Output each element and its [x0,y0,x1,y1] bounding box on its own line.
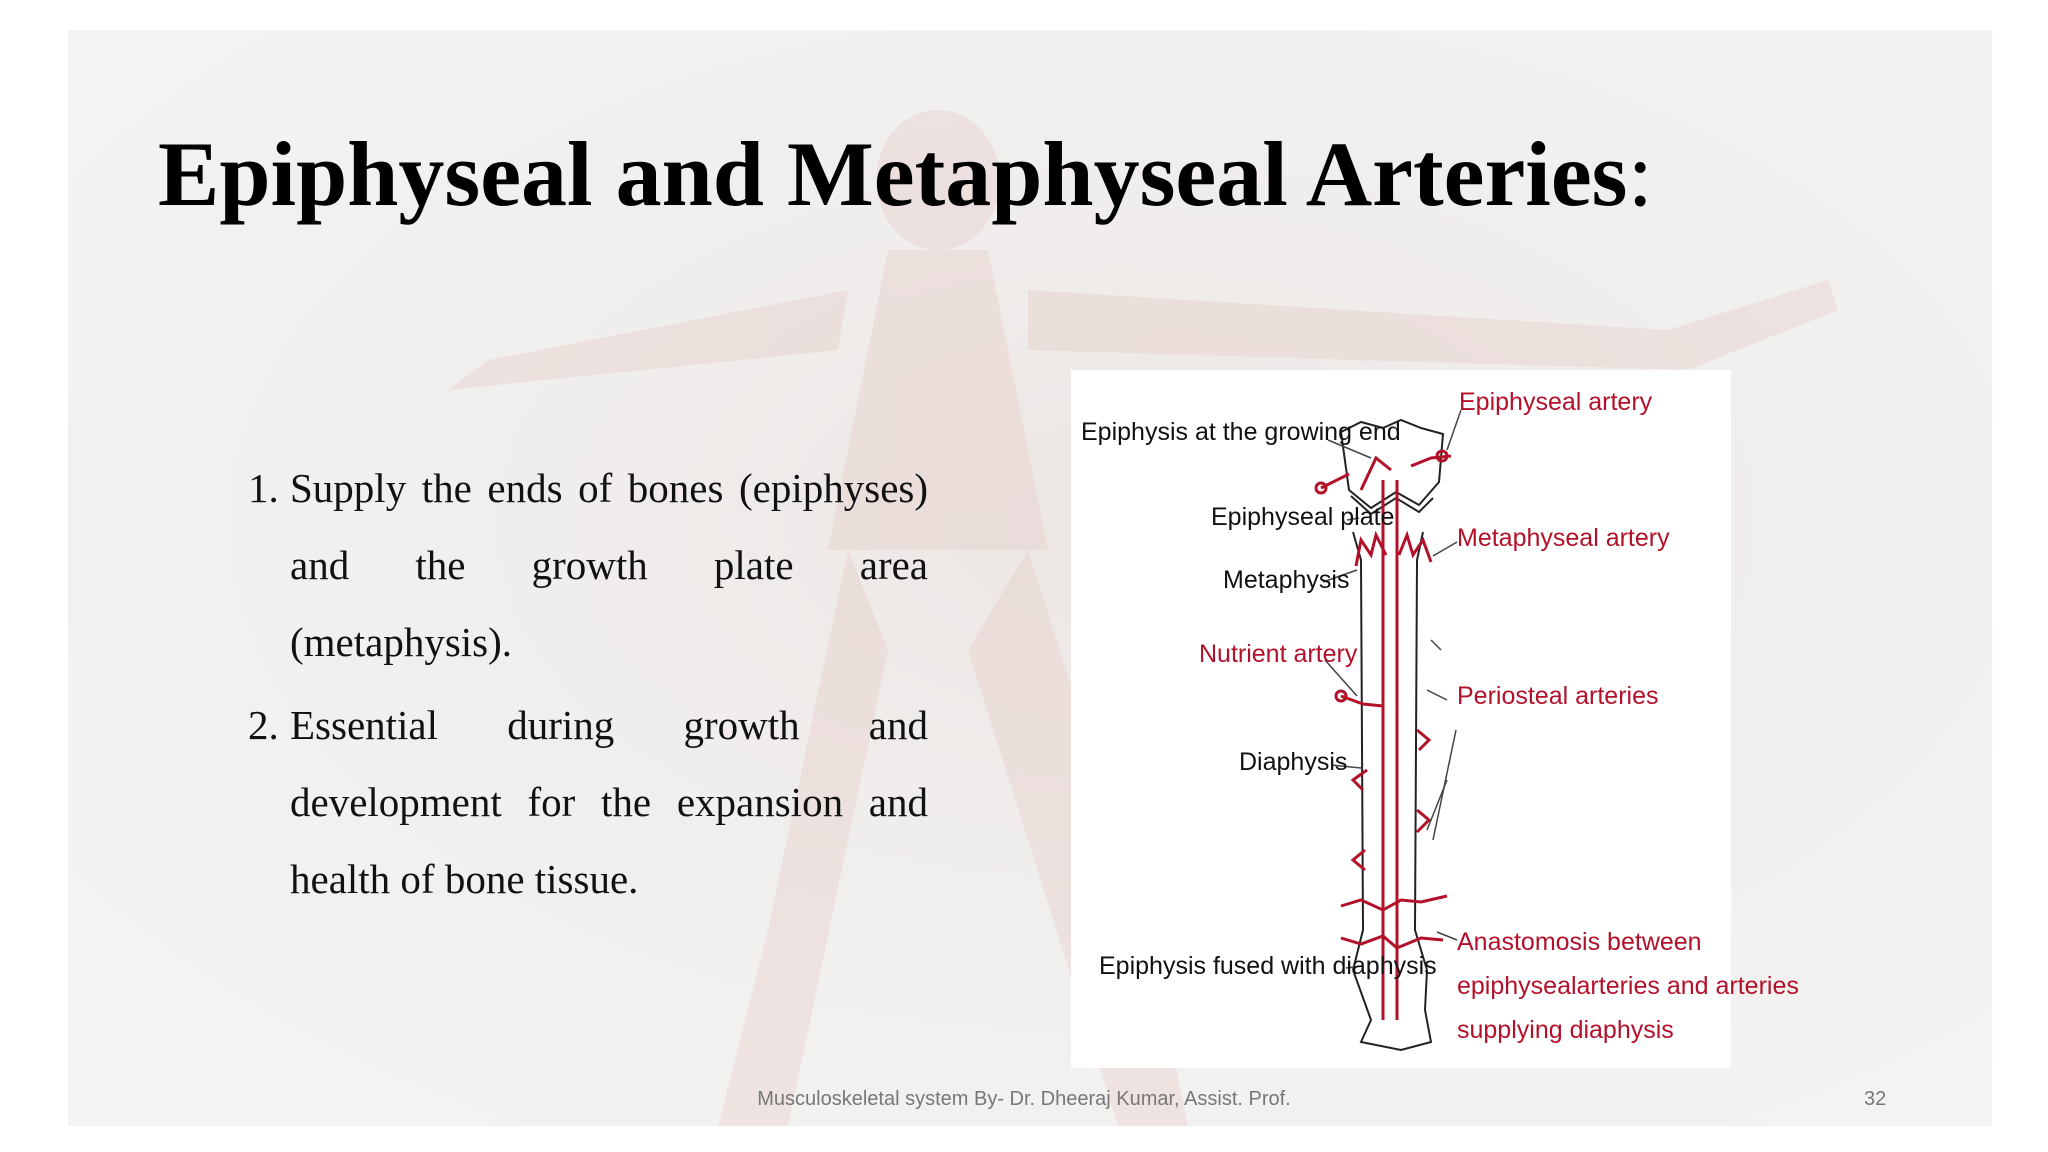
slide-title-text: Epiphyseal and Metaphyseal Arteries [158,123,1628,225]
label-epiphyseal-artery: Epiphyseal artery [1459,388,1653,416]
label-epiphysis-fused: Epiphysis fused with diaphysis [1099,952,1437,980]
bone-artery-diagram-svg [1071,370,1799,1068]
page-number: 32 [1864,1088,1887,1110]
list-item [248,450,928,681]
label-anastomosis-line3: supplying diaphysis [1457,1016,1674,1044]
label-epiphyseal-plate: Epiphyseal plate [1211,503,1395,531]
label-metaphyseal-artery: Metaphyseal artery [1457,524,1670,552]
list-item-text: Essential during growth and development for the expansion and health of bone tissue. [290,702,928,902]
label-diaphysis: Diaphysis [1239,748,1348,776]
slide [68,30,1992,1126]
list-item-number: 2. [248,702,279,748]
label-anastomosis-line2: epiphysealarteries and arteries [1457,972,1799,1000]
label-anastomosis-line1: Anastomosis between [1457,928,1702,956]
slide-title-colon: : [1627,123,1654,225]
footer-text: Musculoskeletal system By- Dr. Dheeraj Kumar, Assist. Prof. [757,1088,1291,1110]
list-item-number: 1. [248,465,279,511]
bone-artery-diagram [1071,370,1799,1068]
label-epiphysis-growing-end: Epiphysis at the growing end [1081,418,1401,446]
bullet-list [248,450,928,924]
list-item [248,687,928,918]
label-metaphysis: Metaphysis [1223,566,1350,594]
list-item-text: Supply the ends of bones (epiphyses) and the growth plate area (metaphysis). [290,465,928,665]
artery-vessels [1321,456,1451,1020]
label-periosteal-arteries: Periosteal arteries [1457,682,1659,710]
label-nutrient-artery: Nutrient artery [1199,640,1358,668]
slide-title [158,122,1858,228]
